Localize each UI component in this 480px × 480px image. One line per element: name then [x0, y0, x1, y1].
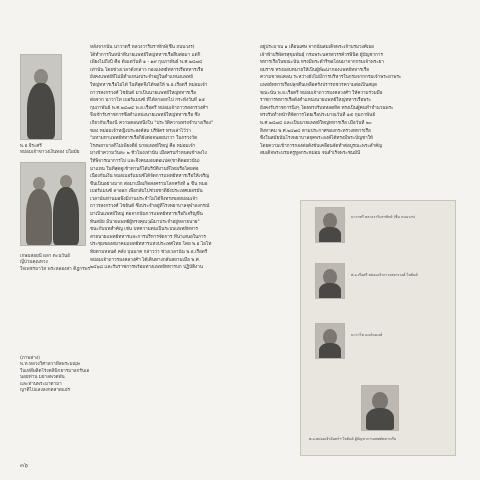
body-text-left: หลังจากนั้น นาวาตรี หลวงวาริมราทักษ์(ชื่น ถนนวงร) ได้ทำการในหน้าที่นายแพทย์ใหญ่ทหารเรือสืบต่อมา แต่ก็ เพียงไม่ถึงปี คือ ตั้งแต่วันที่ ๑ - ๑๙ กุมภาพันธ์ พ.ศ.๒๔๗๔ เท่านั้น โดยช่วงเวลาดังกล่าว กองแพทย์ทหารเรือทหารเรือ ยังคงแพทย์ที่ไม่มีตำแหน่งประจำอยู่ในตำแหน่งแพทย์ ใหญ่ทหารเรือไม่ได้ ในที่สุดจึงได้ขอให้ พ.อ.เรือตรี หม่อมเจ้า ถาวรสงกรวงศ์ ไชยันต์ มาเป็นนายแพทย์ใหญ่ทหารเรือ ต่อจาก นาวาโท เบอร์แมนซ์ ที่ได้ลาออกไป กระทั่งวันที่ ๑๕ กุมภาพันธ์ พ.ศ.๒๔๗๔ พ.อ.เรือตรี หม่อมเจ้าถาวรสงกรวงศ์ฯ จึงเข้ารับราชการซึ่งตำแหน่งนายแพทย์ใหญ่ทหารเรือ ซึ่ง เกี่ยวกับเรื่องนี้ ความตอนหนึ่งใน "ประวัติความทรงจำบางเรื่อง" ของ หม่อมเจ้าหญิงประสงค์สม บริพัตร ทรงเล่าไว้ว่า "มหามหาแพทย์ทหารเรือก็ยังต่อจนอยนาวา ในกรวงวัด โรงพยาบาลก็ไม่เพียงดีย์ นายแพทย์ใหญ่ คือ หม่อมเจ้า มาเข้าความวันละ ๒ ชั่วโมงเท่านั้น เมื่อครบกำหนดเข้าลงไง ให้พิจารณาการไป และจึงคนมอบต่อแปด(ชาติดอยวนัน) มาแทน ในที่สุดดูเข้าท่านก็ได้บริบัติงานที่ไทยเรือโดยต่อ เนื่องกันเงิน หมอเบอร์แมนซ์ได้จัดการแพทย์ทหารเรือให้เจริญ ขึ้นเป็นอย่างมาก ต่อมาเมื่อเกิดสงครามโลกครั้งที่ ๑ ขึ้น หมอ เบอร์แมนซ์ ลาออก เพื่อกลับไปช่วยชาติยังประเทศเยอรมัน เวลานั้นท่านมอพึ่งมีงานประจำไม่ได้จึงทรงขอหม่อมเจ้า ถาวรสงกรวงศ์ ไชยันต์ ซึ่งประจำอยู่ที่โรงพยาบาลจุฬาลงกรณ์ มาเป็นแพทย์ใหญ่ ต่อจากนั้นการแพทย์ทหารเรือก็เจริญขึ้น ทันสมัย มีนายแพทย์ผู้ทรงคุณวุฒิมาประจำอยู่หลายนาย" ชนะกับบทสำคัญ เช่น บทความตนเป็นระบบแพทย์ทหาร สายนายแพทย์ทหารและการบริหารจัดการ ที่น่าเสนอในการ ประชุมของสมาคมแพทย์ทหารแห่งประเทศไทย โดย พ.อ.ไอโท ทัยตามหลนต์ คลัง บุนนาค กล่าวว่า ช่วงเวลานั้น พ.อ.เรือตรี หม่อมเจ้าถาวรมงคลวงศ์ฯ ได้เดินทางกลับสยามเมื่อ พ.ศ. ๒๔๖๘ และรับราชการพร้อมทางแพทย์ทหารบก ปฏิบัติงาน — [90, 45, 214, 271]
plate-caption-1: นาวาตรี หลวงวาริมราทักษ์ (ชื่น ถนนวงร) — [351, 215, 416, 219]
caption-top: พ.อ.จีระศรี หม่อมเจ้าขาวงเงินทอง ปโยมัย — [20, 144, 80, 156]
caption-middle: เกษมสอยนี ผลา ตะนวันอ์ ญี่ป่วนคุณหวง ใจเพชรมาวัส พร่ะหลองสา ติฎกรพร — [20, 254, 91, 272]
plate-caption-2: พ.อ.เรือตรี หม่อมเจ้าถาวรสงกรวงศ์ ไชยันต์ — [351, 273, 418, 277]
plate-portrait-3 — [315, 323, 345, 359]
page-number: ๓๖ — [20, 462, 28, 469]
plate-caption-3: นาวาโท เบอร์แมนซ์ — [351, 333, 383, 337]
body-text-right: อยู่ประมาณ ๑ เดือนเศษ จากนั้นสมเด็จพระเจ้าบรมวงศ์เธอ เจ้าฟ้าบริพัตรสุขุมพันธุ์ กรมพระนครสวรรค์วรพินิต ผู้บัญชาการ ทหารเรือในขณะนั้น ทรงมีพระดำริขอโอนมาจากกรมเจ้าพระยา ยมราช ทรงมอบหมายให้เป็นผู้พัฒนากองแพทย์ทหารเรือ ความขาดแคลน ระหว่างยังไม่มีการบริหารในกรมจากกรมเจ้าพระยาพระ แพทย์ทหารเรือปลุกตื่นเหลือครั้งปรารถชวรความต่อเป็นสมุด ขณะนั้น พ.อ.เรือตรี หม่อมเจ้าถาวรมงคลวงศ์ฯ ให้ความร่วมมือ ราชการทหารเรือดังตำแหน่งนายแพทย์ใหญ่ทหารเรือพระ ยังคงรับราชการนิ่งๆ โดยทรงรับทหลดหิต ทรงเป็นผู้คนทำจำนวนพระ ทรงรับทำหน้าที่จัดการโดยเรือประมาณวันที่ ๑๕ กุมภาพันธ์ พ.ศ.๒๔๗๔ และเป็นนายแพทย์ใหญ่ทหารเรือ เมื่อวันที่ ๒๐ สิงหาคม พ.ศ.๒๔๗๔ ตามประกาศของกระทรวงทหารเรือ ซึ่งในสมัยนั้นโรงพยาบาลยุคพระองค์ได้ทรงมีพระบัญชาให้ โดยความเข้าการกองต่อดังขับเคลื่อนจัดทำต่อบูรณะพระสำคัญ สมเด็จพระบรมครูทูลกระหม่อม จนสำเร็จพระชนม์นี้ — [260, 45, 402, 157]
portrait-plate — [300, 200, 456, 456]
plate-portrait-4 — [361, 385, 399, 431]
plate-portrait-2 — [315, 263, 345, 299]
portrait-photo-couple — [20, 162, 86, 246]
caption-bottom: (ภาพล่าง) พ.ท.หลวงวิศาลวาทีลพระมณุษ ในเท่ดีผลิตโร่งคลินิกยารมาลกรันเอ นอยท่าน มยาลพวดพัน และท่านพระมาตามา ญาติไปแลงลงกตสาดแอ่ร — [20, 356, 90, 394]
plate-portrait-1 — [315, 207, 345, 243]
portrait-photo-top — [20, 54, 62, 140]
plate-caption-4: พ.อ.หม่อมเจ้าอินทร์ฯ ไชยันต์ ผู้บัญชาการแพทย์ทหารเรือ — [309, 437, 396, 441]
